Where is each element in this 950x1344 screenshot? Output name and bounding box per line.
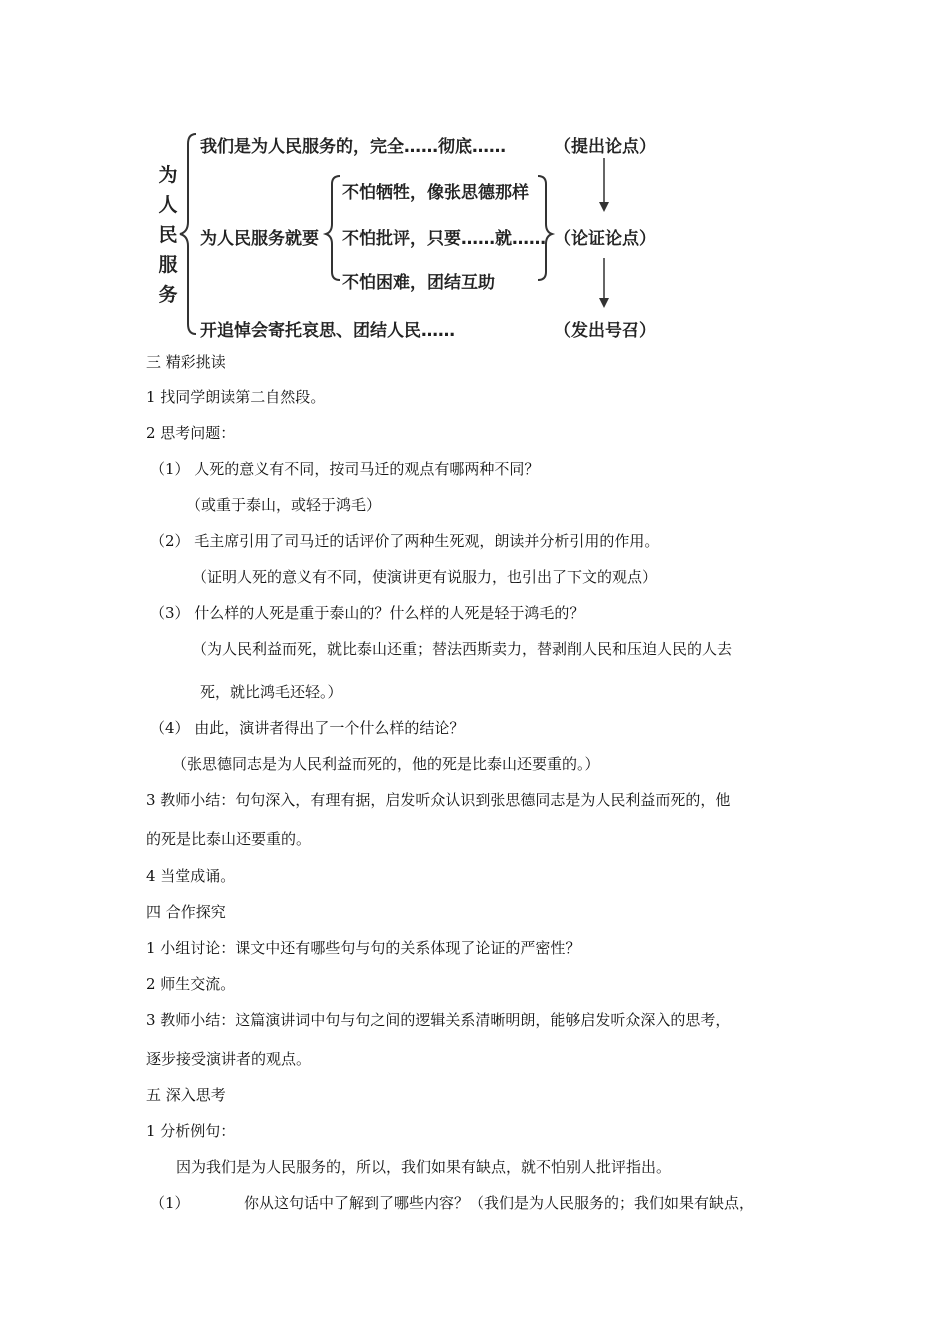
diagram-tag-2: （论证论点） — [554, 229, 656, 249]
answer-4: （张思德同志是为人民利益而死的，他的死是比泰山还要重的。） — [172, 755, 600, 773]
question-text: 你从这句话中了解到了哪些内容？（我们是为人民服务的；我们如果有缺点， — [244, 1194, 755, 1212]
structure-diagram — [150, 118, 690, 350]
text-line: 1 分析例句： — [146, 1122, 236, 1140]
diagram-tag-1: （提出论点） — [554, 137, 656, 157]
text-line: 逐步接受演讲者的观点。 — [146, 1050, 312, 1068]
text-line: 3 教师小结：这篇演讲词中句与句之间的逻辑关系清晰明朗，能够启发听众深入的思考， — [146, 1011, 731, 1029]
text-line: 的死是比泰山还要重的。 — [146, 830, 312, 848]
inner-left-brace — [326, 176, 340, 280]
text-line: 3 教师小结：句句深入，有理有据，启发听众认识到张思德同志是为人民利益而死的，他 — [146, 791, 731, 809]
arrow-2-head — [599, 298, 609, 308]
question-4: （4） 由此，演讲者得出了一个什么样的结论？ — [150, 719, 465, 737]
text-line: 1 找同学朗读第二自然段。 — [146, 388, 326, 406]
arrow-1-head — [599, 202, 609, 212]
answer-3: （为人民利益而死，就比泰山还重；替法西斯卖力，替剥削人民和压迫人民的人去 — [192, 640, 733, 658]
text-line: 1 小组讨论：课文中还有哪些句与句的关系体现了论证的严密性？ — [146, 939, 581, 957]
question-3: （3） 什么样的人死是重于泰山的？什么样的人死是轻于鸿毛的？ — [150, 604, 585, 622]
answer-1: （或重于泰山，或轻于鸿毛） — [186, 496, 382, 514]
answer-3-cont: 死，就比鸿毛还轻。） — [200, 683, 343, 701]
text-line: 2 师生交流。 — [146, 975, 236, 993]
diagram-row-2: 为人民服务就要 — [200, 229, 319, 249]
text-line: 2 思考问题： — [146, 424, 236, 442]
answer-2: （证明人死的意义有不同，使演讲更有说服力，也引出了下文的观点） — [192, 568, 658, 586]
diagram-vertical-title: 为 人 民 服 务 — [158, 164, 178, 306]
section-5-heading: 五 深入思考 — [146, 1086, 226, 1104]
diagram-tag-3: （发出号召） — [554, 321, 656, 341]
text-line: 4 当堂成诵。 — [146, 867, 236, 885]
question-1: （1） 人死的意义有不同，按司马迁的观点有哪两种不同？ — [150, 460, 540, 478]
diagram-sub-2: 不怕批评，只要……就…… — [342, 229, 546, 249]
diagram-sub-3: 不怕困难，团结互助 — [342, 273, 495, 293]
left-brace — [180, 134, 196, 334]
section-4-heading: 四 合作探究 — [146, 903, 226, 921]
section-3-heading: 三 精彩挑读 — [146, 353, 226, 371]
question-label: （1） — [150, 1194, 190, 1212]
example-sentence: 因为我们是为人民服务的，所以，我们如果有缺点，就不怕别人批评指出。 — [176, 1158, 672, 1176]
diagram-row-1: 我们是为人民服务的，完全……彻底…… — [200, 137, 506, 157]
diagram-row-3: 开追悼会寄托哀思、团结人民…… — [200, 321, 455, 341]
question-2: （2） 毛主席引用了司马迁的话评价了两种生死观，朗读并分析引用的作用。 — [150, 532, 660, 550]
diagram-sub-1: 不怕牺牲，像张思德那样 — [342, 183, 529, 203]
